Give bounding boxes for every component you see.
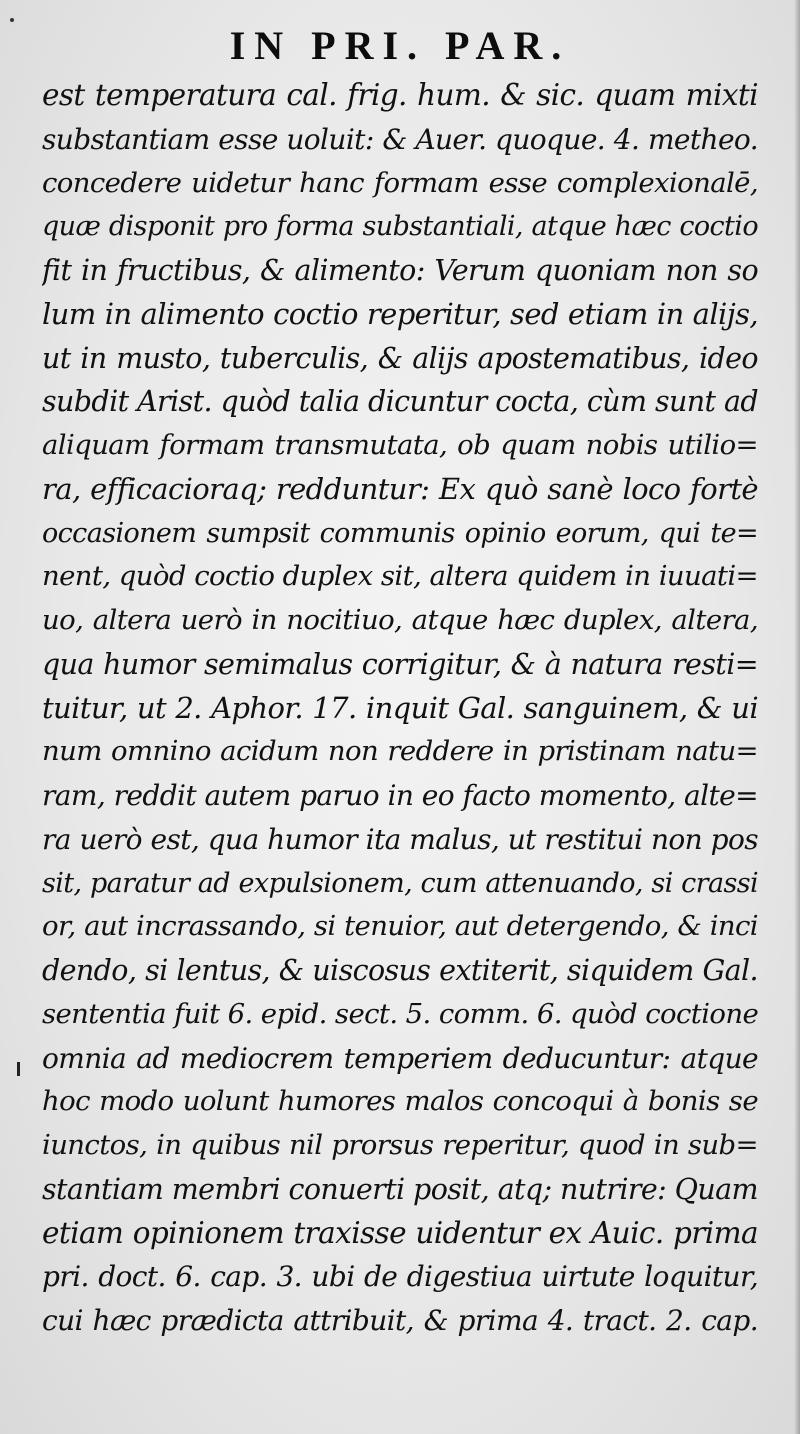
text-line: ra uerò est, qua humor ita malus, ut restitui non pos [42,822,758,856]
text-line: uo, altera uerò in nocitiuo, atque hæc duplex, altera, [42,604,758,636]
text-line: qua humor semimalus corrigitur, & à natura resti= [42,647,758,681]
text-line: lum in alimento coctio reperitur, sed etiam in alijs, [42,296,758,331]
text-line: ra, efficacioraq; redduntur: Ex quò sanè loco fortè [42,471,758,506]
text-line: est temperatura cal. frig. hum. & sic. quam mixti [42,78,758,112]
text-line: dendo, si lentus, & uiscosus extiterit, siquidem Gal. [42,954,758,987]
text-line: sit, paratur ad expulsionem, cum attenuando, si crassi [42,867,758,899]
text-line: concedere uidetur hanc formam esse complexionalē, [42,166,758,199]
text-line: sententia fuit 6. epid. sect. 5. comm. 6. quòd coctione [42,997,758,1030]
text-line: fit in fructibus, & alimento: Verum quoniam non so [42,254,758,287]
text-line: num omnino acidum non reddere in pristinam natu= [42,735,758,768]
text-line: etiam opinionem traxisse uidentur ex Auic. prima [42,1215,758,1250]
text-line: cui hæc prædicta attribuit, & prima 4. tract. 2. cap. [42,1304,758,1337]
text-line: quæ disponit pro forma substantiali, atque hæc coctio [42,211,758,243]
text-line: nent, quòd coctio duplex sit, altera quidem in iuuati= [42,560,758,593]
text-line: iunctos, in quibus nil prorsus reperitur, quod in sub= [42,1129,758,1161]
text-line: tuitur, ut 2. Aphor. 17. inquit Gal. sanguinem, & ui [42,690,758,725]
body-text [42,74,758,1343]
running-head: IN PRI. PAR. [229,23,571,68]
text-line: aliquam formam transmutata, ob quam nobis utilio= [42,429,758,461]
text-line: omnia ad mediocrem temperiem deducuntur: atque [42,1041,758,1075]
text-line: ut in musto, tuberculis, & alijs apostematibus, ideo [42,341,758,375]
text-line: stantiam membri conuerti posit, atq; nutrire: Quam [42,1172,758,1206]
text-line: occasionem sumpsit communis opinio eorum, qui te= [42,517,758,549]
margin-mark [17,1062,20,1076]
text-line: hoc modo uolunt humores malos concoqui à bonis se [42,1085,758,1118]
text-line: or, aut incrassando, si tenuior, aut detergendo, & inci [42,910,758,943]
text-line: subdit Arist. quòd talia dicuntur cocta, cùm sunt ad [42,385,758,419]
text-line: pri. doct. 6. cap. 3. ubi de digestiua uirtute loquitur, [42,1260,758,1294]
text-line: substantiam esse uoluit: & Auer. quoque. 4. metheo. [42,122,758,156]
page-edge-shadow [794,0,800,1434]
text-line: ram, reddit autem paruo in eo facto momento, alte= [42,779,758,812]
